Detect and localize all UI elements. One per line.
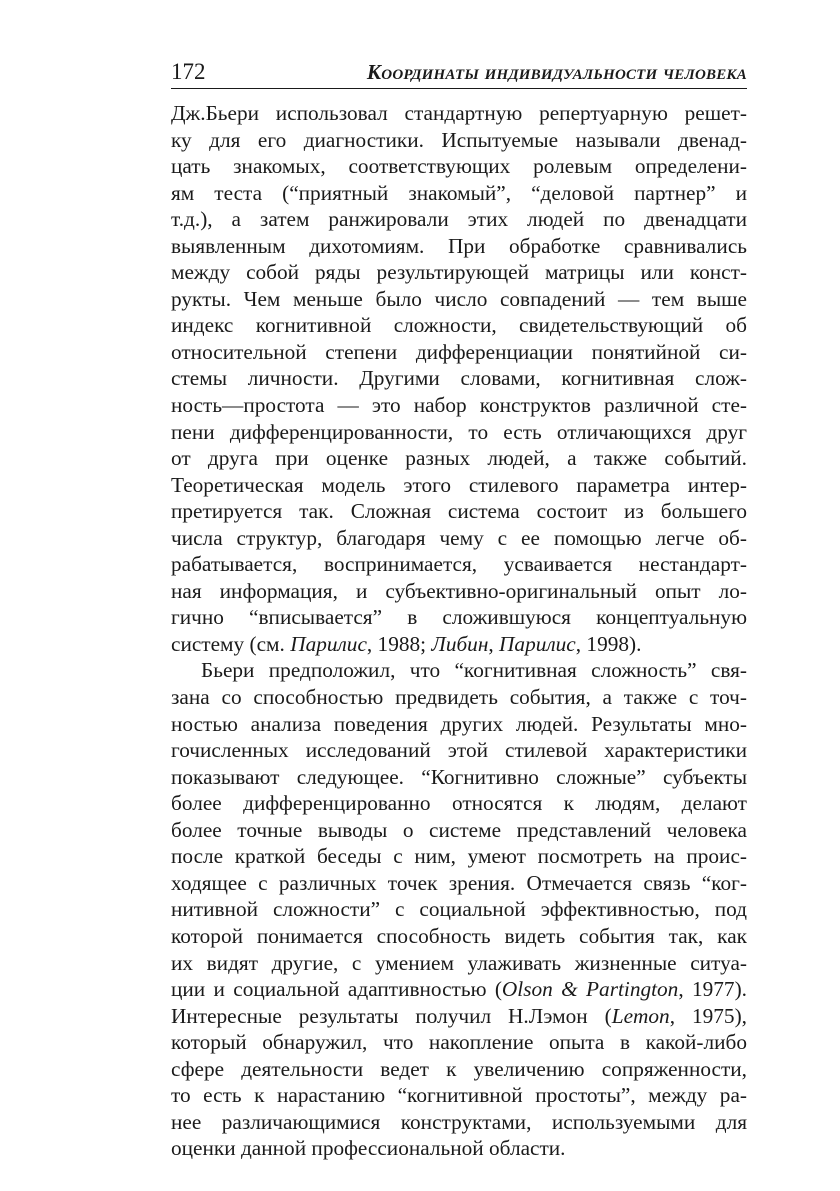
text-line: ная информация, и субъективно-оригинальный опыт ло- (171, 578, 747, 603)
text-line: Теоретическая модель этого стилевого параметра интер- (171, 472, 747, 497)
text-line: который обнаружил, что накопление опыта в какой-либо (171, 1030, 747, 1055)
italic-citation: Парилис (290, 631, 367, 656)
text-run: , 1998). (575, 631, 642, 656)
text-run: систему (см. (171, 631, 291, 656)
text-line: гочисленных исследований этой стилевой характеристики (171, 738, 747, 763)
text-line: нее различающимися конструктами, используемыми для (171, 1109, 747, 1134)
text-line: зана со способностью предвидеть события, а также с точ- (171, 685, 747, 710)
text-run: , 1988; (366, 631, 432, 656)
text-run: , 1975), (669, 1003, 747, 1028)
text-line: Бьери предположил, что “когнитивная сложность” свя- (201, 658, 747, 683)
text-line: ность—простота — это набор конструктов различной сте- (171, 393, 747, 418)
text-line: претируется так. Сложная система состоит из большего (171, 499, 747, 524)
text-line: более дифференцированно относятся к людям, делают (171, 791, 747, 816)
italic-citation: Либин (431, 631, 489, 656)
text-line: индекс когнитивной сложности, свидетельствующий об (171, 313, 747, 338)
text-line: показывают следующее. “Когнитивно сложные” субъекты (171, 764, 747, 789)
text-line: т.д.), а затем ранжировали этих людей по двенадцати (171, 207, 747, 232)
text-run: Интересные результаты получил Н.Лэмон ( (171, 1003, 612, 1028)
text-run: , (488, 631, 500, 656)
text-line: гично “вписывается” в сложившуюся концептуальную (171, 605, 747, 630)
text-line: Дж.Бьери использовал стандартную репертуарную решет- (171, 101, 747, 125)
text-line: цать знакомых, соответствующих ролевым определени- (171, 154, 747, 179)
text-line: ходящее с различных точек зрения. Отмечается связь “ког- (171, 870, 747, 895)
text-line: ностью анализа поведения других людей. Результаты мно- (171, 711, 747, 736)
text-line: рукты. Чем меньше было число совпадений — тем выше (171, 286, 747, 311)
text-line: ку для его диагностики. Испытуемые называли двенад- (171, 127, 747, 152)
text-line: между собой ряды результирующей матрицы или конст- (171, 260, 747, 285)
text-line: то есть к нарастанию “когнитивной простоты”, между ра- (171, 1083, 747, 1108)
text-line: выявленным дихотомиям. При обработке сравнивались (171, 233, 747, 258)
text-line: после краткой беседы с ним, умеют посмотреть на проис- (171, 844, 747, 869)
text-line: относительной степени дифференциации понятийной си- (171, 339, 747, 364)
italic-citation: Olson & Partington (501, 977, 679, 1002)
page-header (171, 58, 747, 89)
text-line: оценки данной профессиональной области. (171, 1136, 566, 1161)
text-line (171, 631, 747, 658)
text-line (171, 1003, 747, 1030)
text-line: рабатывается, воспринимается, усваивается нестандарт- (171, 552, 747, 577)
text-line: числа структур, благодаря чему с ее помощью легче об- (171, 525, 747, 550)
text-line (171, 976, 747, 1003)
text-line: нитивной сложности” с социальной эффективностью, под (171, 897, 747, 922)
italic-citation: Парилис (499, 631, 576, 656)
text-line: пени дифференцированности, то есть отличающихся друг (171, 419, 747, 444)
text-run: , 1977). (678, 977, 747, 1002)
body-text (171, 100, 747, 1162)
running-title: Координаты индивидуальности человека (366, 60, 747, 84)
text-line: которой понимается способность видеть события так, как (171, 923, 747, 948)
text-line: стемы личности. Другими словами, когнитивная слож- (171, 366, 747, 391)
text-run: ции и социальной адаптивностью ( (171, 977, 502, 1002)
text-line: сфере деятельности ведет к увеличению сопряженности, (171, 1056, 747, 1081)
text-line: их видят другие, с умением улаживать жизненные ситуа- (171, 950, 747, 975)
text-line: от друга при оценке разных людей, а также событий. (171, 446, 747, 471)
text-line: более точные выводы о системе представлений человека (171, 817, 747, 842)
italic-citation: Lemon (611, 1003, 670, 1028)
page-number: 172 (171, 59, 206, 84)
text-line: ям теста (“приятный знакомый”, “деловой партнер” и (171, 180, 747, 205)
